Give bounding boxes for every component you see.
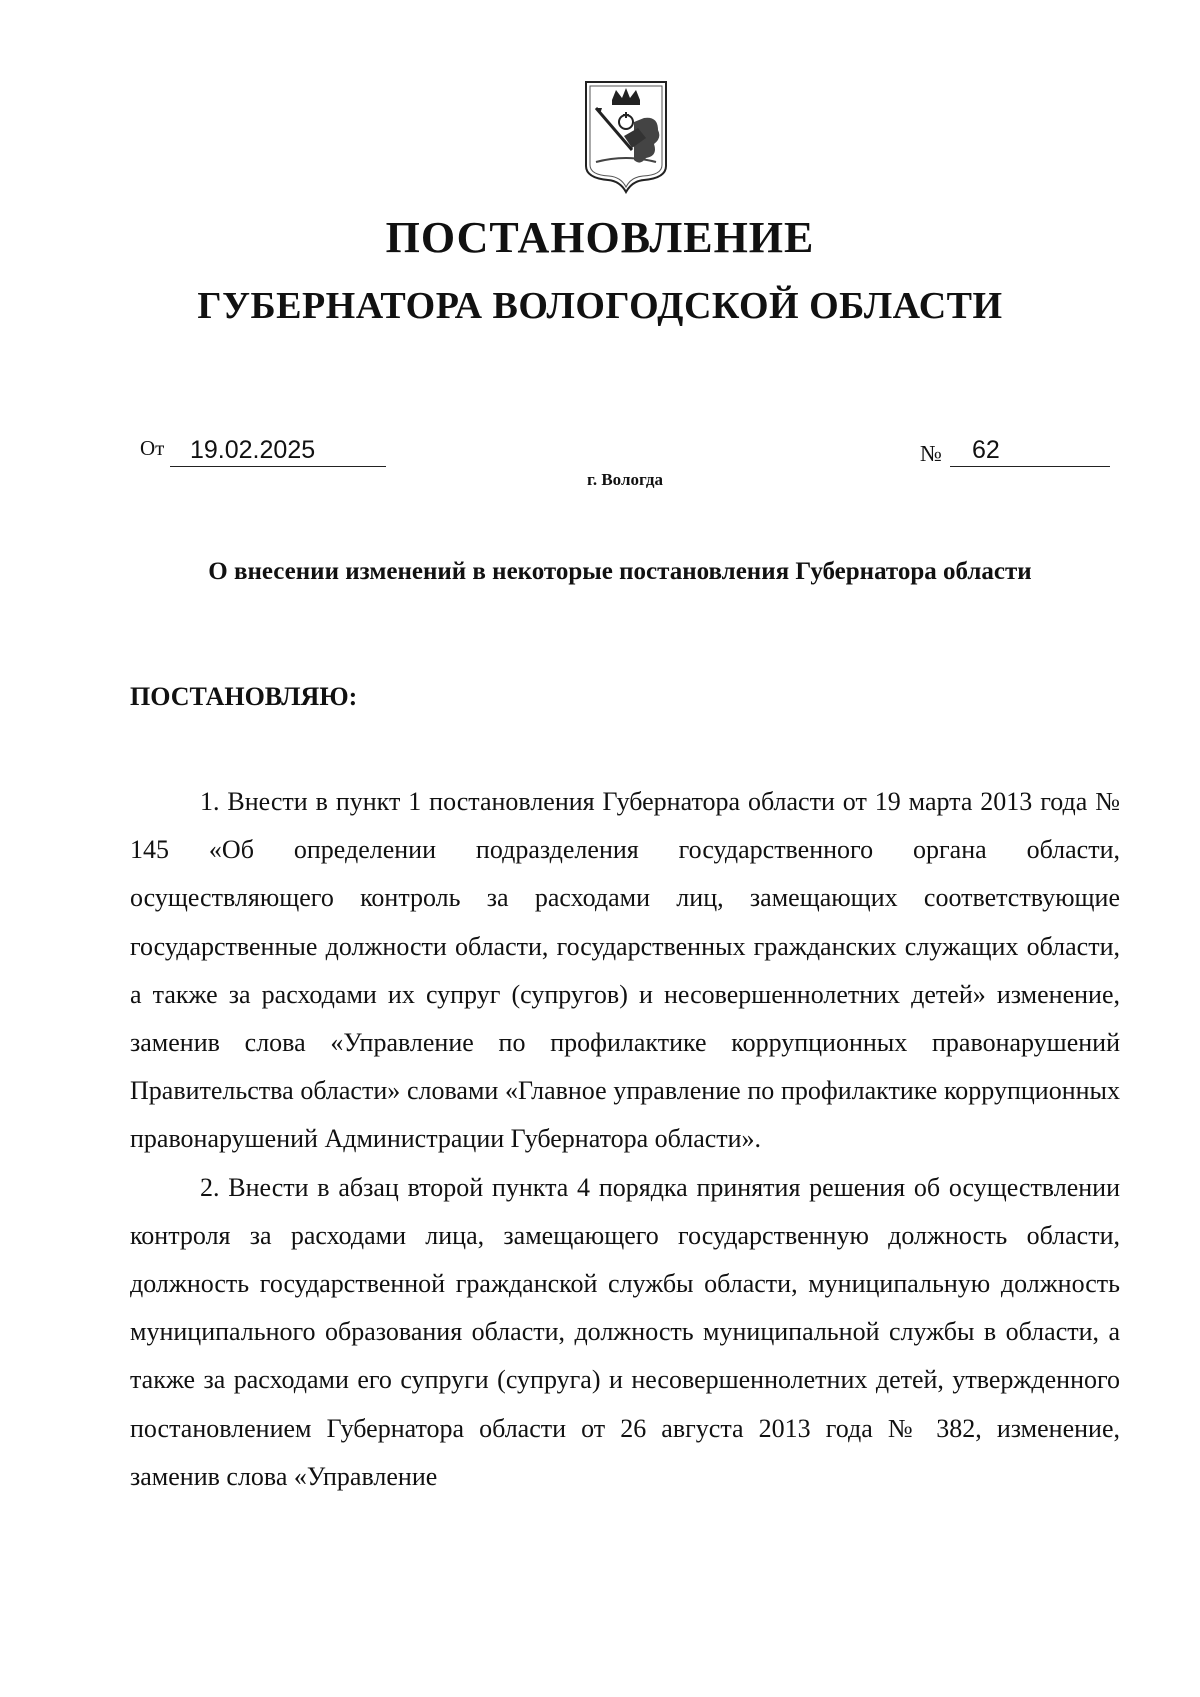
document-date: 19.02.2025	[190, 436, 316, 464]
city-name: г. Вологда	[587, 470, 663, 489]
paragraph-2: 2. Внести в абзац второй пункта 4 порядка принятия решения об осуществлении контроля за расходами лица, замещающего государственную должность области, должность государственной гражданской службы области, муниципальную должность муниципального образования области, должность муниципальной службы в области, а также за расходами его супруги (супруга) и несовершеннолетних детей, утвержденного постановлением Губернатора области от 26 августа 2013 года № 382, изменение, заменив слова «Управление	[130, 1172, 1120, 1491]
document-subject: О внесении изменений в некоторые постановления Губернатора области	[208, 558, 1032, 585]
document-number: 62	[972, 436, 1000, 464]
document-body	[130, 778, 1120, 1501]
document-subtitle: ГУБЕРНАТОРА ВОЛОГОДСКОЙ ОБЛАСТИ	[197, 285, 1003, 327]
coat-of-arms-icon	[582, 78, 670, 194]
paragraph-1: 1. Внести в пункт 1 постановления Губернатора области от 19 марта 2013 года № 145 «Об определении подразделения государственного органа области, осуществляющего контроль за расходами лиц, замещающих соответствующие государственные должности области, государственных гражданских служащих области, а также за расходами их супруг (супругов) и несовершеннолетних детей» изменение, заменив слова «Управление по профилактике коррупционных правонарушений Правительства области» словами «Главное управление по профилактике коррупционных правонарушений Администрации Губернатора области».	[130, 787, 1120, 1154]
decree-word: ПОСТАНОВЛЯЮ:	[130, 682, 358, 711]
document-title: ПОСТАНОВЛЕНИЕ	[385, 213, 815, 262]
date-prefix: От	[140, 436, 165, 460]
number-label: №	[920, 441, 942, 466]
